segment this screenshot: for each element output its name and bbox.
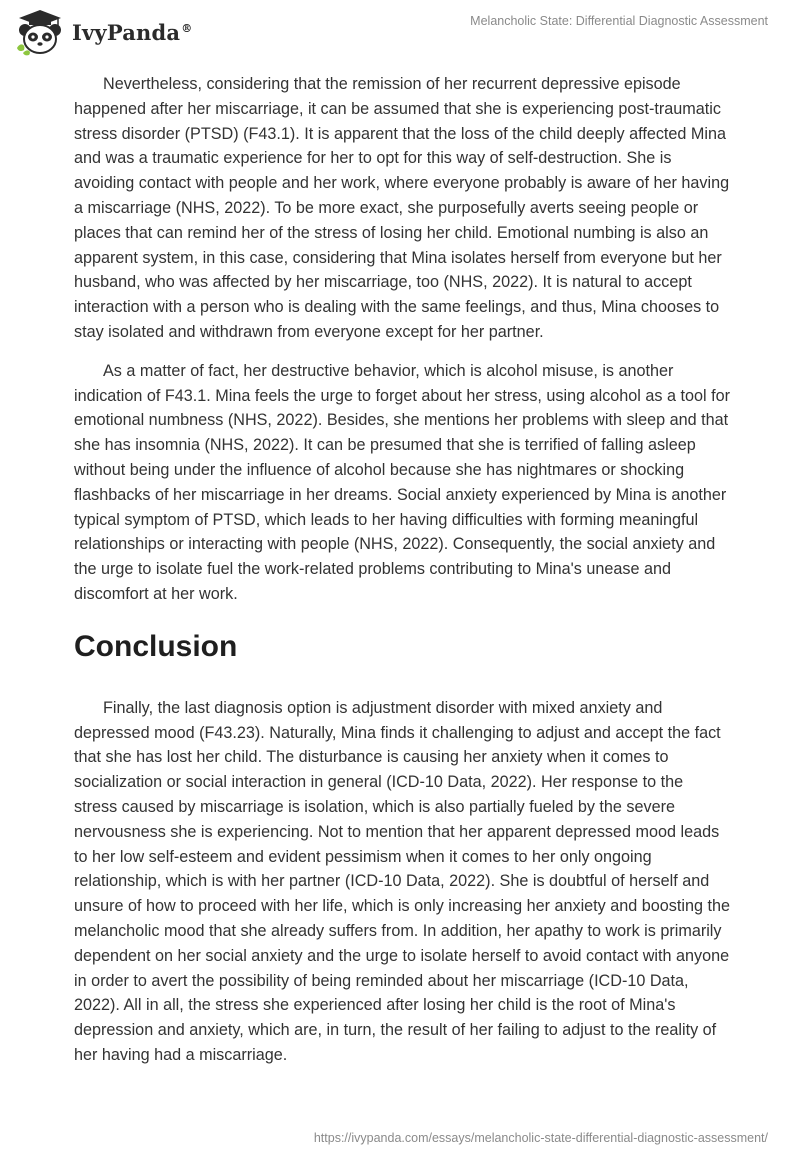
logo-wordmark <box>72 20 192 45</box>
paragraph: As a matter of fact, her destructive behavior, which is alcohol misuse, is another indication of F43.1. Mina feels the urge to forget about her stress, using alcohol as a tool for emotional numbness (NHS, 2022). Besides, she mentions her problems with sleep and that she has insomnia (NHS, 2022). It can be presumed that she is terrified of falling asleep without being under the influence of alcohol because she has nightmares or shocking flashbacks of her miscarriage in her dreams. Social anxiety experienced by Mina is another typical symptom of PTSD, which leads to her having difficulties with forming meaningful relationships or interacting with people (NHS, 2022). Consequently, the social anxiety and the urge to isolate fuel the work-related problems contributing to Mina's unease and discomfort at her work. <box>74 361 730 603</box>
source-url[interactable]: https://ivypanda.com/essays/melancholic-state-differential-diagnostic-assessment/ <box>313 1131 768 1145</box>
panda-graduate-icon <box>14 8 66 56</box>
document-title: Melancholic State: Differential Diagnostic Assessment <box>470 14 768 28</box>
page-header <box>0 0 800 60</box>
section-heading: Conclusion <box>74 629 238 663</box>
ivypanda-logo[interactable] <box>14 8 192 56</box>
essay-body <box>74 72 730 1082</box>
logo-name: IvyPanda <box>72 19 181 45</box>
paragraph: Nevertheless, considering that the remission of her recurrent depressive episode happened after her miscarriage, it can be assumed that she is experiencing post-traumatic stress disorder (PTSD) (F43.1). It is apparent that the loss of the child deeply affected Mina and was a traumatic experience for her to opt for this way of self-destruction. She is avoiding contact with people and her work, where everyone probably is aware of her having a miscarriage (NHS, 2022). To be more exact, she purposefully averts seeing people or places that can remind her of the stress of losing her child. Emotional numbing is also an apparent system, in this case, considering that Mina isolates herself from everyone but her husband, who was affected by her miscarriage, too (NHS, 2022). It is natural to accept interaction with a person who is dealing with the same feelings, and thus, Mina chooses to stay isolated and withdrawn from everyone except for her partner. <box>74 75 730 341</box>
registered-mark: ® <box>181 21 193 35</box>
paragraph: Finally, the last diagnosis option is adjustment disorder with mixed anxiety and depressed mood (F43.23). Naturally, Mina finds it challenging to adjust and accept the fact that she has lost her child. The disturbance is causing her anxiety when it comes to socialization or social interaction in general (ICD-10 Data, 2022). Her response to the stress caused by miscarriage is isolation, which is also partially fueled by the severe nervousness she is experiencing. Not to mention that her apparent depressed mood leads to her low self-esteem and evident pessimism when it comes to her only ongoing relationship, which is with her partner (ICD-10 Data, 2022). She is doubtful of herself and unsure of how to proceed with her life, which is only increasing her anxiety and boosting the melancholic mood that she already suffers from. In addition, her apathy to work is primarily dependent on her social anxiety and the urge to isolate herself to avoid contact with anyone in order to avert the possibility of being reminded about her miscarriage (ICD-10 Data, 2022). All in all, the stress she experienced after losing her child is the root of Mina's depression and anxiety, which are, in turn, the result of her failing to adjust to the reality of her having had a miscarriage. <box>74 698 730 1064</box>
